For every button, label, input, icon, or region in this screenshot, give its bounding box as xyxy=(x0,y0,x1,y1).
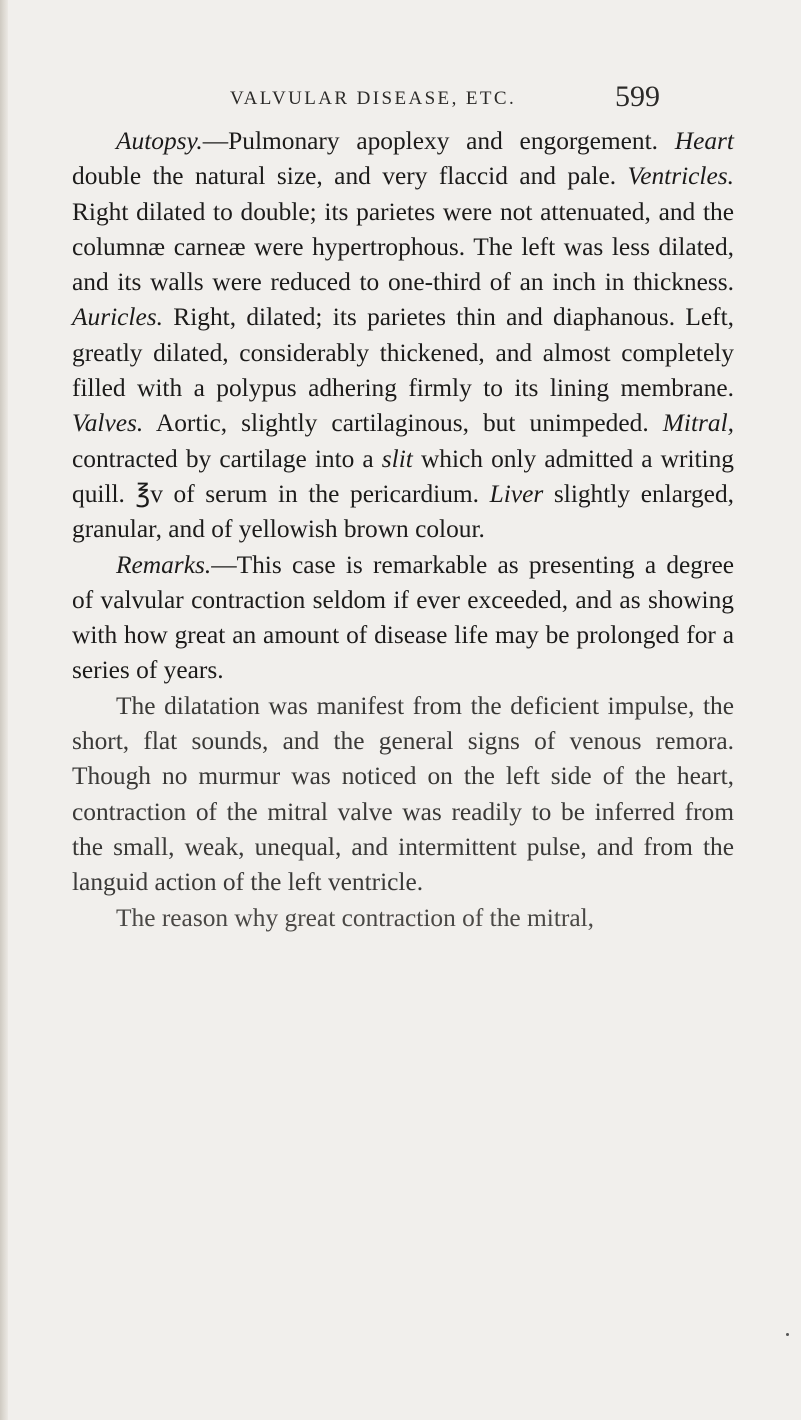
autopsy-text-1: —Pulmonary apoplexy and engorgement. xyxy=(202,127,675,155)
valves-label: Valves. xyxy=(72,409,144,438)
autopsy-text-8: slightly enlarged, granular, and of yellowish brown colour. xyxy=(72,479,734,544)
mitral-label: Mitral, xyxy=(662,409,734,438)
remarks-text: —This case is remarkable as presenting a degree of valvular contraction seldom if ever exceeded, and as showing with how great an amount of disease life may be prolonged for a series of years. xyxy=(72,550,734,685)
reason-text: The reason why great contraction of the mitral, xyxy=(116,903,595,932)
paragraph-reason xyxy=(72,901,734,936)
paper-speck xyxy=(786,1333,789,1336)
running-head: VALVULAR DISEASE, ETC. xyxy=(230,88,517,109)
autopsy-text-2: double the natural size, and very flaccid and pale. xyxy=(72,162,628,191)
dilatation-text: The dilatation was manifest from the deficient impulse, the short, flat sounds, and the general signs of venous remora. Though no murmur was noticed on the left side of the heart, contraction of the mitral valve was readily to be inferred from the small, weak, unequal, and intermittent pulse, and from the languid action of the left ventricle. xyxy=(72,691,734,897)
autopsy-text-5: Aortic, slightly cartilaginous, but unimpeded. xyxy=(143,409,663,438)
page-number: 599 xyxy=(615,80,660,113)
autopsy-text-6: contracted by cartilage into a xyxy=(72,444,382,473)
autopsy-text-7: which only admitted a writing quill. ℥v of serum in the pericardium. xyxy=(72,444,734,508)
slit-label: slit xyxy=(381,444,413,473)
heart-label: Heart xyxy=(674,127,734,155)
liver-label: Liver xyxy=(489,479,544,508)
paragraph-remarks xyxy=(72,548,734,689)
ventricles-label: Ventricles. xyxy=(627,162,734,191)
page-gutter xyxy=(0,0,8,1420)
body-text xyxy=(72,124,734,936)
paragraph-dilatation xyxy=(72,689,734,901)
remarks-label: Remarks. xyxy=(116,550,212,579)
autopsy-label: Autopsy. xyxy=(116,127,203,155)
auricles-label: Auricles. xyxy=(72,303,163,332)
paragraph-autopsy xyxy=(72,124,734,548)
autopsy-text-3: Right dilated to double; its parietes were not attenuated, and the columnæ carneæ were hypertrophous. The left was less dilated, and its walls were reduced to one-third of an inch in thickness. xyxy=(72,197,734,297)
autopsy-text-4: Right, dilated; its parietes thin and diaphanous. Left, greatly dilated, considerably thickened, and almost completely filled with a polypus adhering firmly to its lining membrane. xyxy=(72,303,734,403)
